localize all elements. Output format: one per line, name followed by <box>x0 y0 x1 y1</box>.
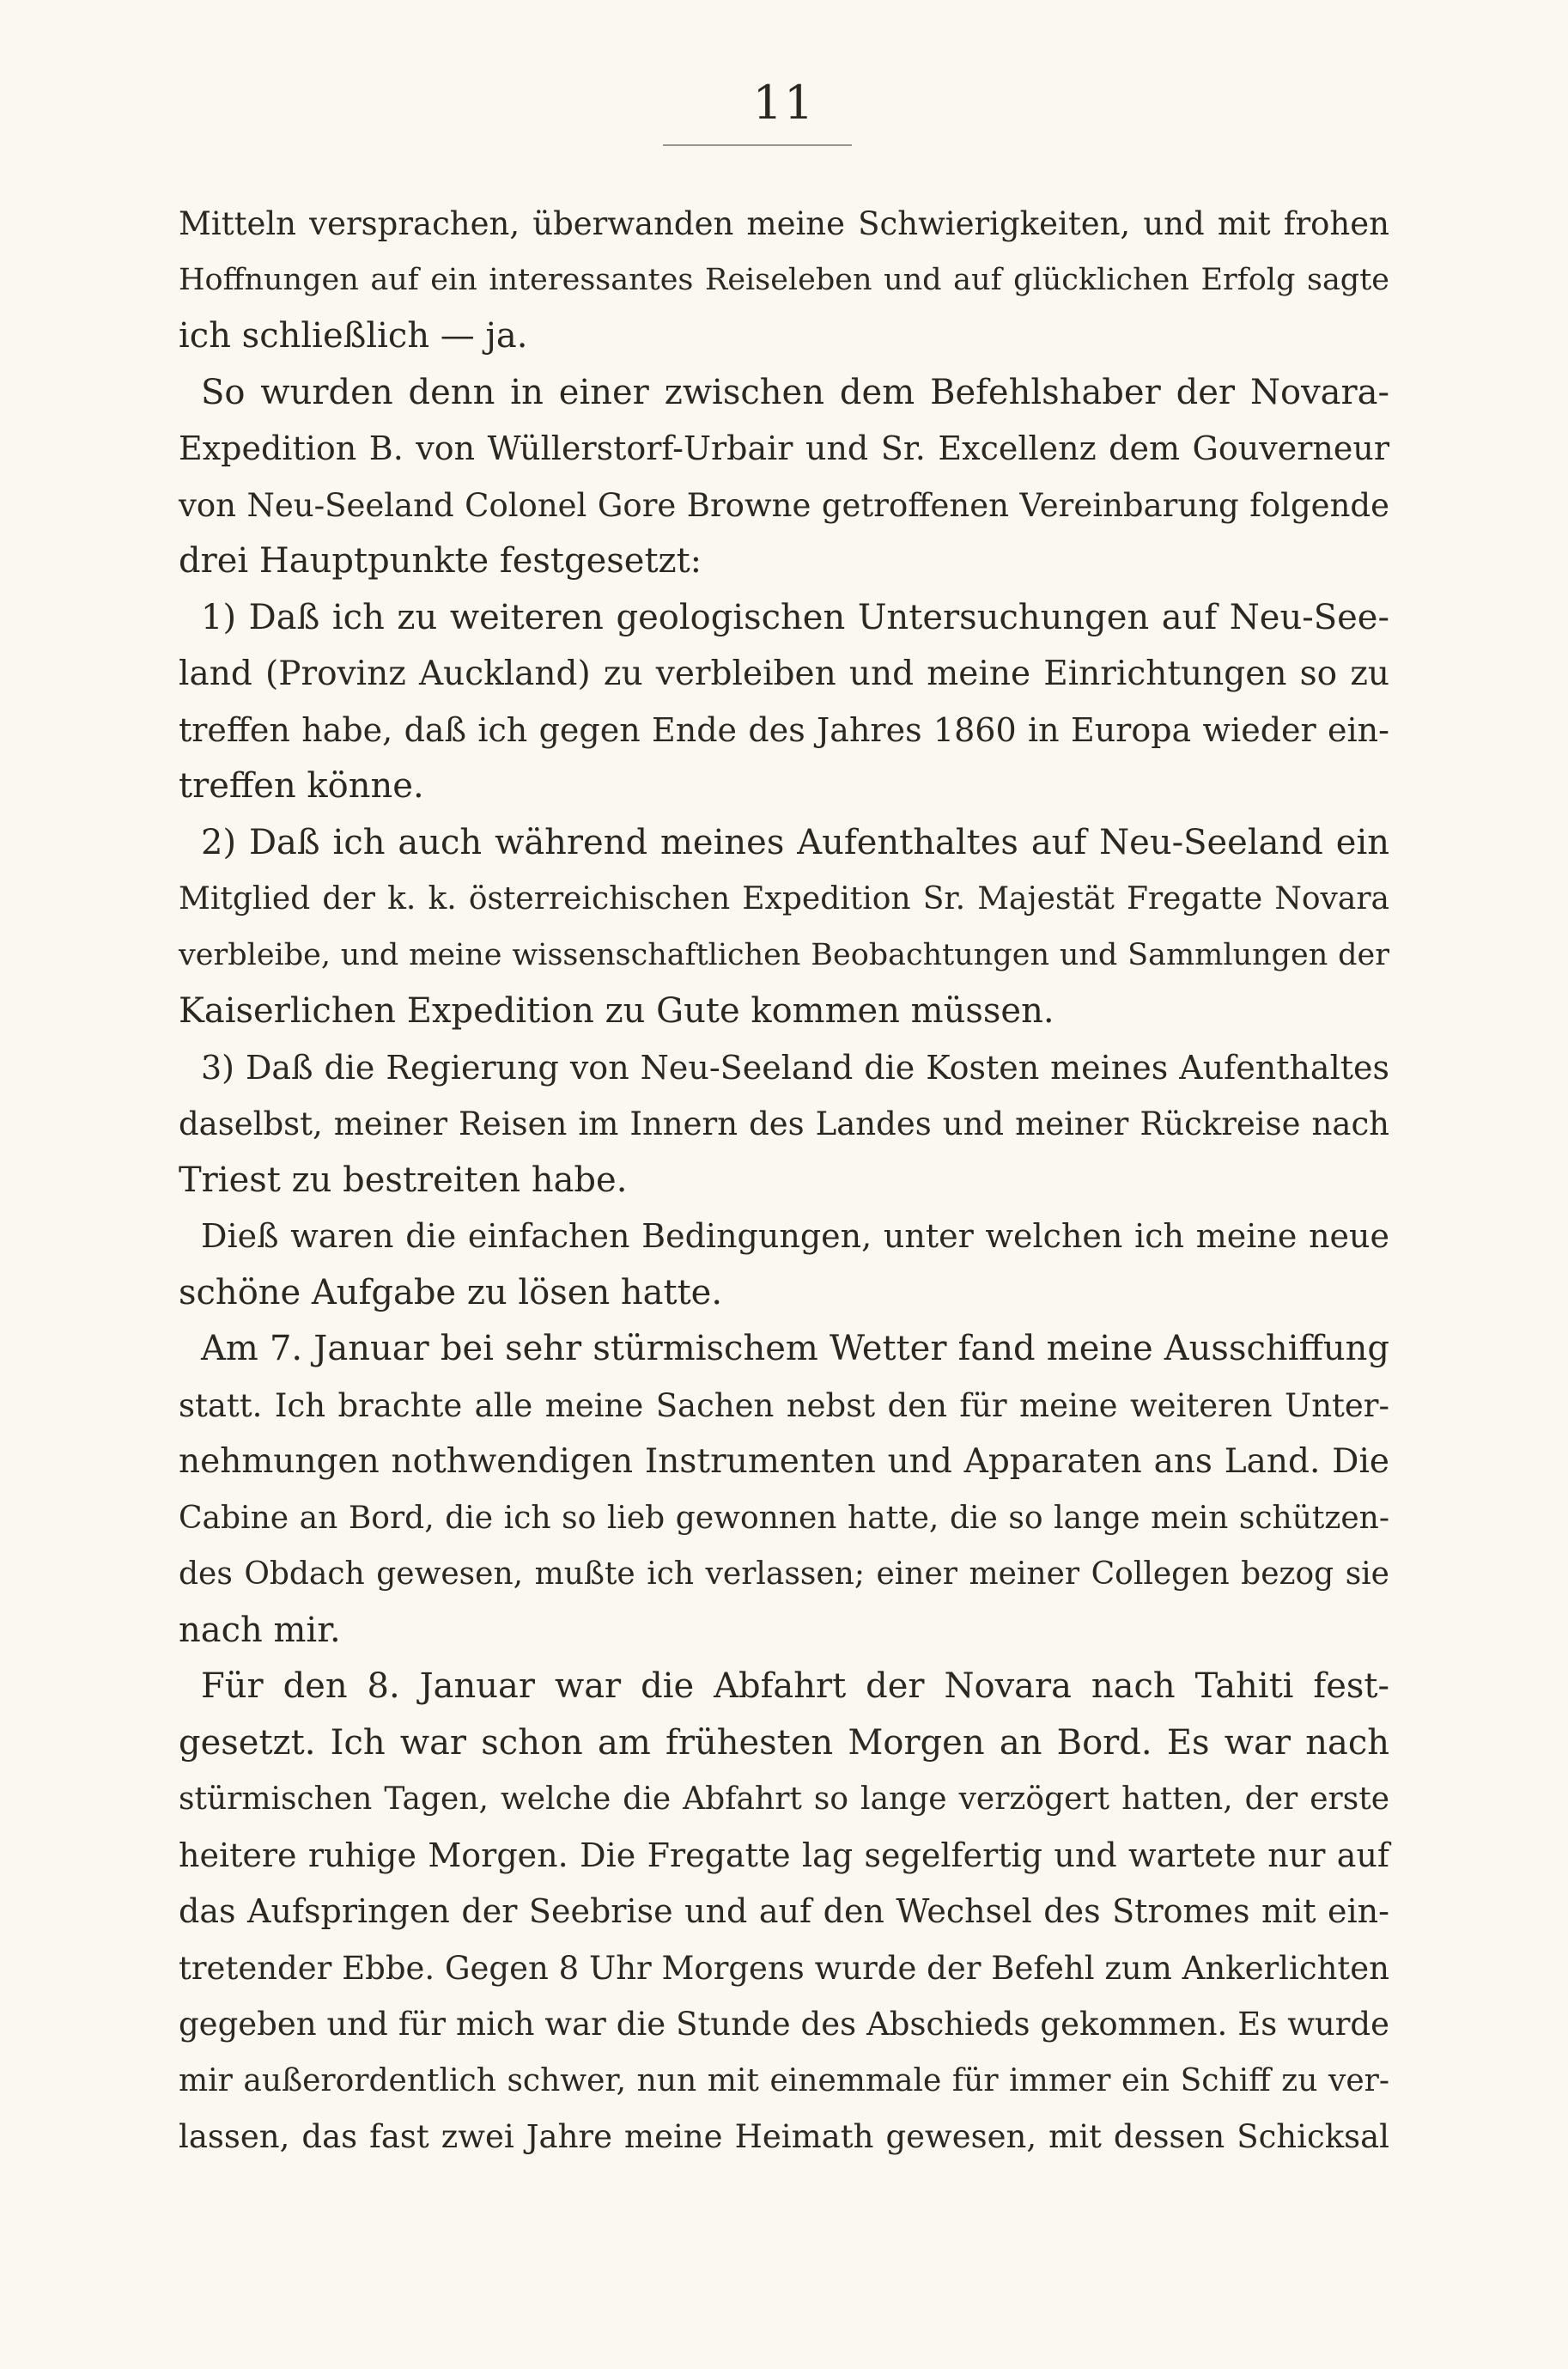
text-line: Cabine an Bord, die ich so lieb gewonnen hatte, die so lange mein schützen- <box>179 1500 1389 1536</box>
text-line: Kaiserlichen Expedition zu Gute kommen müssen. <box>179 991 1054 1031</box>
text-line: stürmischen Tagen, welche die Abfahrt so lange verzögert hatten, der erste <box>179 1781 1389 1817</box>
text-line: daselbst, meiner Reisen im Innern des Landes und meiner Rückreise nach <box>179 1105 1389 1142</box>
text-line: 1) Daß ich zu weiteren geologischen Untersuchungen auf Neu-See- <box>201 597 1389 637</box>
text-line: heitere ruhige Morgen. Die Fregatte lag segelfertig und wartete nur auf <box>179 1836 1389 1874</box>
text-line: So wurden denn in einer zwischen dem Befehlshaber der Novara- <box>201 372 1389 412</box>
page-number-rule <box>663 144 852 146</box>
text-line: drei Hauptpunkte festgesetzt: <box>179 541 702 581</box>
text-line: tretender Ebbe. Gegen 8 Uhr Morgens wurde der Befehl zum Ankerlichten <box>179 1949 1389 1987</box>
text-line: das Aufspringen der Seebrise und auf den Wechsel des Stromes mit ein- <box>179 1892 1389 1930</box>
text-line: lassen, das fast zwei Jahre meine Heimath gewesen, mit dessen Schicksal <box>179 2118 1389 2155</box>
text-line: Am 7. Januar bei sehr stürmischem Wetter fand meine Ausschiffung <box>201 1329 1389 1368</box>
text-line: statt. Ich brachte alle meine Sachen nebst den für meine weiteren Unter- <box>179 1386 1389 1424</box>
text-line: Triest zu bestreiten habe. <box>179 1160 628 1200</box>
text-line: Mitglied der k. k. österreichischen Expedition Sr. Majestät Fregatte Novara <box>179 881 1389 917</box>
body-text <box>179 196 1389 2165</box>
text-line: verbleibe, und meine wissenschaftlichen Beobachtungen und Sammlungen der <box>179 937 1389 972</box>
text-line: land (Provinz Auckland) zu verbleiben und meine Einrichtungen so zu <box>179 655 1389 693</box>
text-line: treffen habe, daß ich gegen Ende des Jahres 1860 in Europa wieder ein- <box>179 710 1389 749</box>
text-line: nehmungen nothwendigen Instrumenten und Apparaten ans Land. Die <box>179 1442 1389 1481</box>
text-line: 2) Daß ich auch während meines Aufenthaltes auf Neu-Seeland ein <box>201 822 1389 862</box>
text-line: 3) Daß die Regierung von Neu-Seeland die Kosten meines Aufenthaltes <box>201 1048 1389 1087</box>
text-line: gesetzt. Ich war schon am frühesten Morgen an Bord. Es war nach <box>179 1722 1389 1763</box>
page-number: 11 <box>752 76 816 130</box>
text-line: gegeben und für mich war die Stunde des Abschieds gekommen. Es wurde <box>179 2006 1389 2043</box>
text-line: schöne Aufgabe zu lösen hatte. <box>179 1272 723 1312</box>
text-line: treffen könne. <box>179 766 424 806</box>
text-line: von Neu-Seeland Colonel Gore Browne getroffenen Vereinbarung folgende <box>179 486 1389 524</box>
text-line: mir außerordentlich schwer, nun mit einemmale für immer ein Schiff zu ver- <box>179 2062 1389 2098</box>
text-line: des Obdach gewesen, mußte ich verlassen; einer meiner Collegen bezog sie <box>179 1556 1389 1592</box>
text-line: nach mir. <box>179 1610 341 1650</box>
text-line: Mitteln versprachen, überwanden meine Schwierigkeiten, und mit frohen <box>179 205 1389 242</box>
text-line: Dieß waren die einfachen Bedingungen, unter welchen ich meine neue <box>201 1217 1389 1255</box>
text-line: ich schließlich — ja. <box>179 316 528 356</box>
text-line: Expedition B. von Wüllerstorf-Urbair und Sr. Excellenz dem Gouverneur <box>179 429 1389 467</box>
text-line: Für den 8. Januar war die Abfahrt der Novara nach Tahiti fest- <box>201 1666 1389 1706</box>
text-line: Hoffnungen auf ein interessantes Reiseleben und auf glücklichen Erfolg sagte <box>179 262 1389 297</box>
